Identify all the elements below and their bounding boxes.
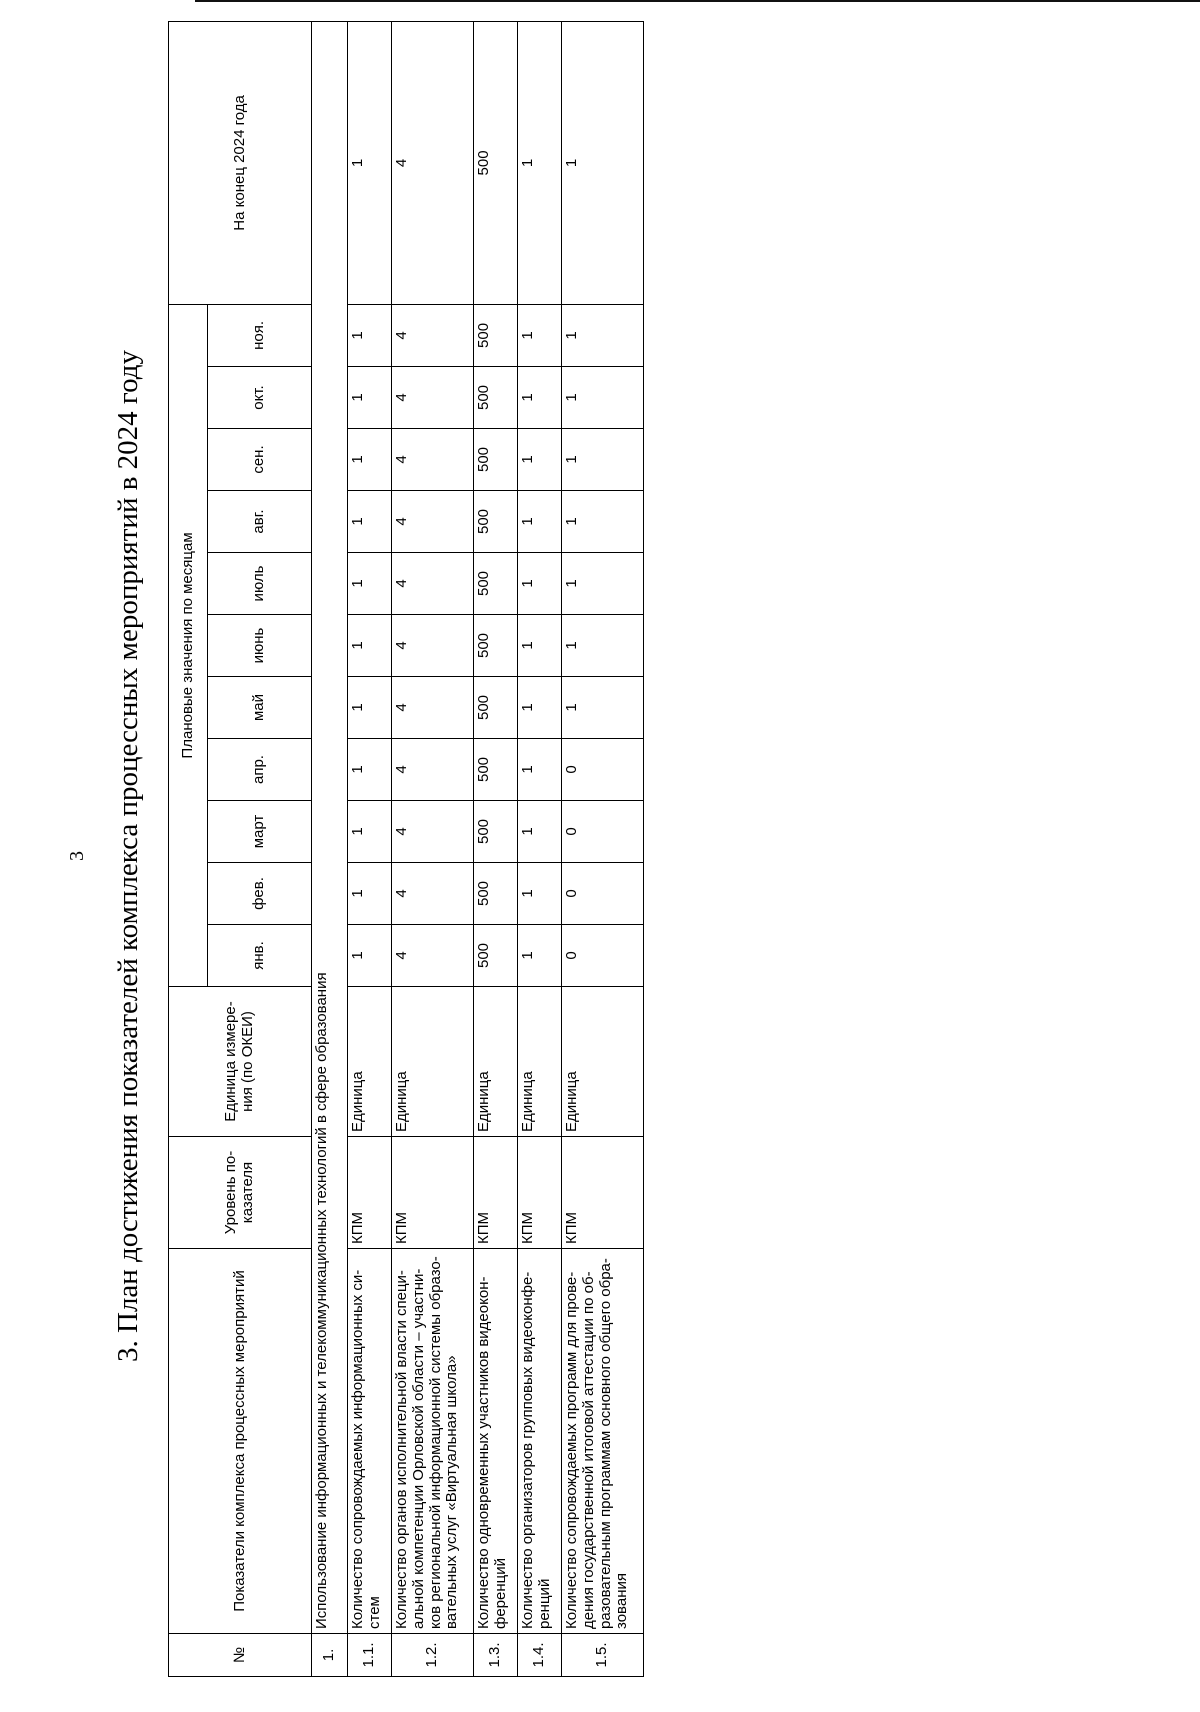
- header-level: Уровень по-казателя: [169, 1137, 312, 1249]
- row-value: 1: [518, 863, 562, 925]
- row-value: 1: [348, 925, 392, 987]
- row-value: 1: [348, 677, 392, 739]
- row-value: 0: [562, 863, 644, 925]
- row-value: 1: [348, 801, 392, 863]
- row-name: Количество сопровождаемых информационных си-стем: [348, 1249, 392, 1634]
- row-value: 1: [348, 553, 392, 615]
- row-value: 0: [562, 925, 644, 987]
- row-value: 1: [518, 429, 562, 491]
- row-value: 1: [518, 553, 562, 615]
- header-month: март: [208, 801, 312, 863]
- row-value: 1: [562, 367, 644, 429]
- row-level: КПМ: [474, 1137, 518, 1249]
- header-month: янв.: [208, 925, 312, 987]
- row-value: 1: [348, 863, 392, 925]
- row-value: 500: [474, 677, 518, 739]
- header-month: апр.: [208, 739, 312, 801]
- row-unit: Единица: [518, 987, 562, 1137]
- row-value: 500: [474, 615, 518, 677]
- section-label: Использование информационных и телекоммуникационных технологий в сфере образования: [312, 21, 348, 1633]
- row-num: 1.1.: [348, 1634, 392, 1677]
- row-value: 500: [474, 739, 518, 801]
- row-value: 1: [348, 491, 392, 553]
- header-month: май: [208, 677, 312, 739]
- row-value: 500: [474, 429, 518, 491]
- row-unit: Единица: [348, 987, 392, 1137]
- table-row: [518, 21, 562, 1676]
- table-row: [392, 21, 474, 1676]
- row-value: 1: [562, 429, 644, 491]
- header-planned-group: Плановые значения по месяцам: [169, 304, 208, 986]
- row-value: 1: [562, 553, 644, 615]
- table-row: [474, 21, 518, 1676]
- row-value: 4: [392, 367, 474, 429]
- table-row: [562, 21, 644, 1676]
- row-level: КПМ: [348, 1137, 392, 1249]
- row-value: 1: [348, 367, 392, 429]
- row-level: КПМ: [518, 1137, 562, 1249]
- row-value: 1: [518, 304, 562, 366]
- row-name: Количество органов исполнительной власти специ-альной компетенции Орловской области – участни-ков региональной информационной системы образо-вательных услуг «Виртуальная школа»: [392, 1249, 474, 1634]
- row-value: 4: [392, 801, 474, 863]
- row-name: Количество сопровождаемых программ для прове-дения государственной итоговой аттестации по об-разовательным программам основного общего обра-зования: [562, 1249, 644, 1634]
- row-value: 1: [348, 615, 392, 677]
- header-month: фев.: [208, 863, 312, 925]
- header-row-1: [169, 21, 208, 1676]
- row-value: 1: [562, 677, 644, 739]
- section-num: 1.: [312, 1634, 348, 1677]
- header-month: авг.: [208, 491, 312, 553]
- row-name: Количество одновременных участников видеокон-ференций: [474, 1249, 518, 1634]
- header-month: сен.: [208, 429, 312, 491]
- page-number: 3: [66, 851, 88, 861]
- row-value: 1: [518, 367, 562, 429]
- row-value: 4: [392, 615, 474, 677]
- row-value: 500: [474, 925, 518, 987]
- header-month: ноя.: [208, 304, 312, 366]
- row-year-end: 500: [474, 21, 518, 304]
- header-num: №: [169, 1634, 312, 1677]
- row-value: 0: [562, 739, 644, 801]
- row-value: 4: [392, 863, 474, 925]
- row-value: 4: [392, 491, 474, 553]
- row-year-end: 1: [348, 21, 392, 304]
- section-row: [312, 21, 348, 1676]
- row-level: КПМ: [562, 1137, 644, 1249]
- row-year-end: 1: [562, 21, 644, 304]
- row-value: 4: [392, 304, 474, 366]
- row-value: 500: [474, 801, 518, 863]
- header-month: окт.: [208, 367, 312, 429]
- plan-table: [168, 21, 644, 1677]
- row-level: КПМ: [392, 1137, 474, 1249]
- table-row: [348, 21, 392, 1676]
- row-value: 4: [392, 553, 474, 615]
- row-unit: Единица: [562, 987, 644, 1137]
- row-value: 500: [474, 304, 518, 366]
- row-value: 1: [518, 739, 562, 801]
- header-year-end: На конец 2024 года: [169, 21, 312, 304]
- row-value: 4: [392, 429, 474, 491]
- row-num: 1.5.: [562, 1634, 644, 1677]
- row-value: 1: [518, 491, 562, 553]
- row-value: 4: [392, 677, 474, 739]
- row-value: 1: [562, 491, 644, 553]
- row-value: 500: [474, 367, 518, 429]
- row-value: 1: [562, 304, 644, 366]
- row-name: Количество организаторов групповых видеоконфе-ренций: [518, 1249, 562, 1634]
- row-value: 1: [518, 925, 562, 987]
- row-value: 500: [474, 491, 518, 553]
- row-value: 1: [518, 677, 562, 739]
- row-value: 1: [518, 801, 562, 863]
- row-value: 4: [392, 739, 474, 801]
- row-value: 1: [562, 615, 644, 677]
- row-value: 1: [348, 739, 392, 801]
- row-value: 1: [518, 615, 562, 677]
- header-month: июнь: [208, 615, 312, 677]
- row-value: 500: [474, 553, 518, 615]
- row-year-end: 4: [392, 21, 474, 304]
- header-indicator: Показатели комплекса процессных мероприятий: [169, 1249, 312, 1634]
- row-num: 1.4.: [518, 1634, 562, 1677]
- header-month: июль: [208, 553, 312, 615]
- row-unit: Единица: [474, 987, 518, 1137]
- document-title: 3. План достижения показателей комплекса процессных мероприятий в 2024 году: [112, 350, 144, 1362]
- row-value: 4: [392, 925, 474, 987]
- header-unit: Единица измере-ния (по ОКЕИ): [169, 987, 312, 1137]
- row-unit: Единица: [392, 987, 474, 1137]
- row-num: 1.2.: [392, 1634, 474, 1677]
- row-value: 0: [562, 801, 644, 863]
- row-year-end: 1: [518, 21, 562, 304]
- row-value: 1: [348, 429, 392, 491]
- row-value: 1: [348, 304, 392, 366]
- row-value: 500: [474, 863, 518, 925]
- row-num: 1.3.: [474, 1634, 518, 1677]
